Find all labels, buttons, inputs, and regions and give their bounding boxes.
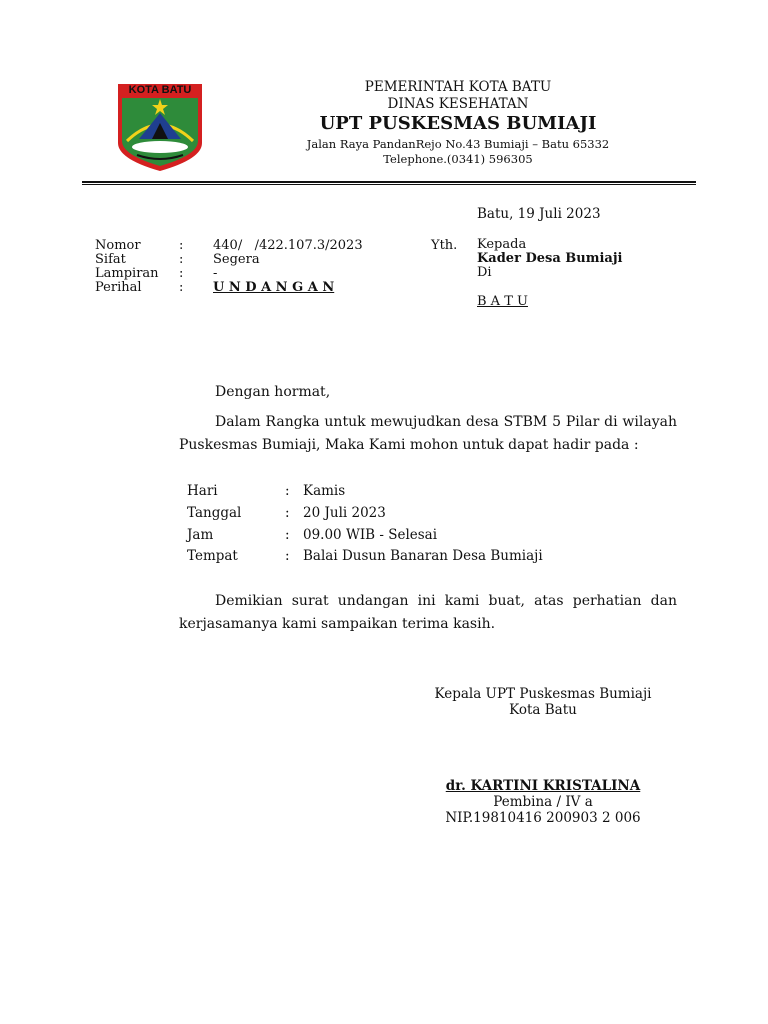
detail-value-jam: 09.00 WIB - Selesai bbox=[303, 527, 438, 543]
recipient-kepada: Kepada bbox=[477, 237, 527, 252]
detail-value-hari: Kamis bbox=[303, 483, 346, 499]
detail-label-tanggal: Tanggal bbox=[187, 505, 242, 521]
detail-label-jam: Jam bbox=[187, 527, 214, 543]
detail-value-tempat: Balai Dusun Banaran Desa Bumiaji bbox=[303, 548, 543, 564]
meta-label-nomor: Nomor bbox=[95, 238, 141, 253]
department-name: DINAS KESEHATAN bbox=[387, 96, 529, 112]
phone: Telephone.(0341) 596305 bbox=[383, 152, 533, 166]
meta-colon: : bbox=[179, 280, 184, 295]
detail-colon: : bbox=[285, 548, 290, 564]
signatory-title: Kepala UPT Puskesmas Bumiaji bbox=[434, 686, 652, 702]
recipient-di: Di bbox=[477, 265, 492, 280]
address: Jalan Raya PandanRejo No.43 Bumiaji – Batu 65332 bbox=[306, 137, 610, 151]
signatory-name: dr. KARTINI KRISTALINA bbox=[445, 778, 641, 794]
organization-title: UPT PUSKESMAS BUMIAJI bbox=[319, 113, 597, 134]
greeting: Dengan hormat, bbox=[215, 384, 331, 400]
meta-colon: : bbox=[179, 252, 184, 267]
yth-label: Yth. bbox=[431, 238, 458, 253]
logo-text: KOTA BATU bbox=[128, 84, 192, 96]
recipient-place: B A T U bbox=[477, 294, 528, 309]
signatory-city: Kota Batu bbox=[509, 702, 577, 718]
meta-colon: : bbox=[179, 266, 184, 281]
signatory-rank: Pembina / IV a bbox=[493, 794, 593, 810]
letterhead-divider bbox=[82, 181, 696, 183]
detail-label-tempat: Tempat bbox=[187, 548, 238, 564]
detail-colon: : bbox=[285, 505, 290, 521]
signatory-nip: NIP.19810416 200903 2 006 bbox=[445, 810, 641, 826]
meta-value-perihal: U N D A N G A N bbox=[213, 280, 335, 295]
meta-label-perihal: Perihal bbox=[95, 280, 142, 295]
meta-label-lampiran: Lampiran bbox=[95, 266, 159, 281]
meta-value-lampiran: - bbox=[213, 266, 218, 281]
letterhead-divider-thin bbox=[82, 184, 696, 185]
govt-name: PEMERINTAH KOTA BATU bbox=[364, 79, 552, 95]
detail-value-tanggal: 20 Juli 2023 bbox=[303, 505, 386, 521]
detail-label-hari: Hari bbox=[187, 483, 218, 499]
meta-colon: : bbox=[179, 238, 184, 253]
closing-paragraph: Demikian surat undangan ini kami buat, atas perhatian dan kerjasamanya kami sampaikan terima kasih. bbox=[179, 593, 677, 632]
detail-colon: : bbox=[285, 483, 290, 499]
meta-value-nomor: 440/ /422.107.3/2023 bbox=[213, 238, 363, 253]
meta-value-sifat: Segera bbox=[213, 252, 260, 267]
detail-colon: : bbox=[285, 527, 290, 543]
letter-date: Batu, 19 Juli 2023 bbox=[477, 206, 601, 222]
invitation-paragraph: Dalam Rangka untuk mewujudkan desa STBM 5 Pilar di wilayah Puskesmas Bumiaji, Maka Kami mohon untuk dapat hadir pada : bbox=[179, 414, 677, 453]
meta-label-sifat: Sifat bbox=[95, 252, 126, 267]
recipient-name: Kader Desa Bumiaji bbox=[477, 251, 623, 266]
